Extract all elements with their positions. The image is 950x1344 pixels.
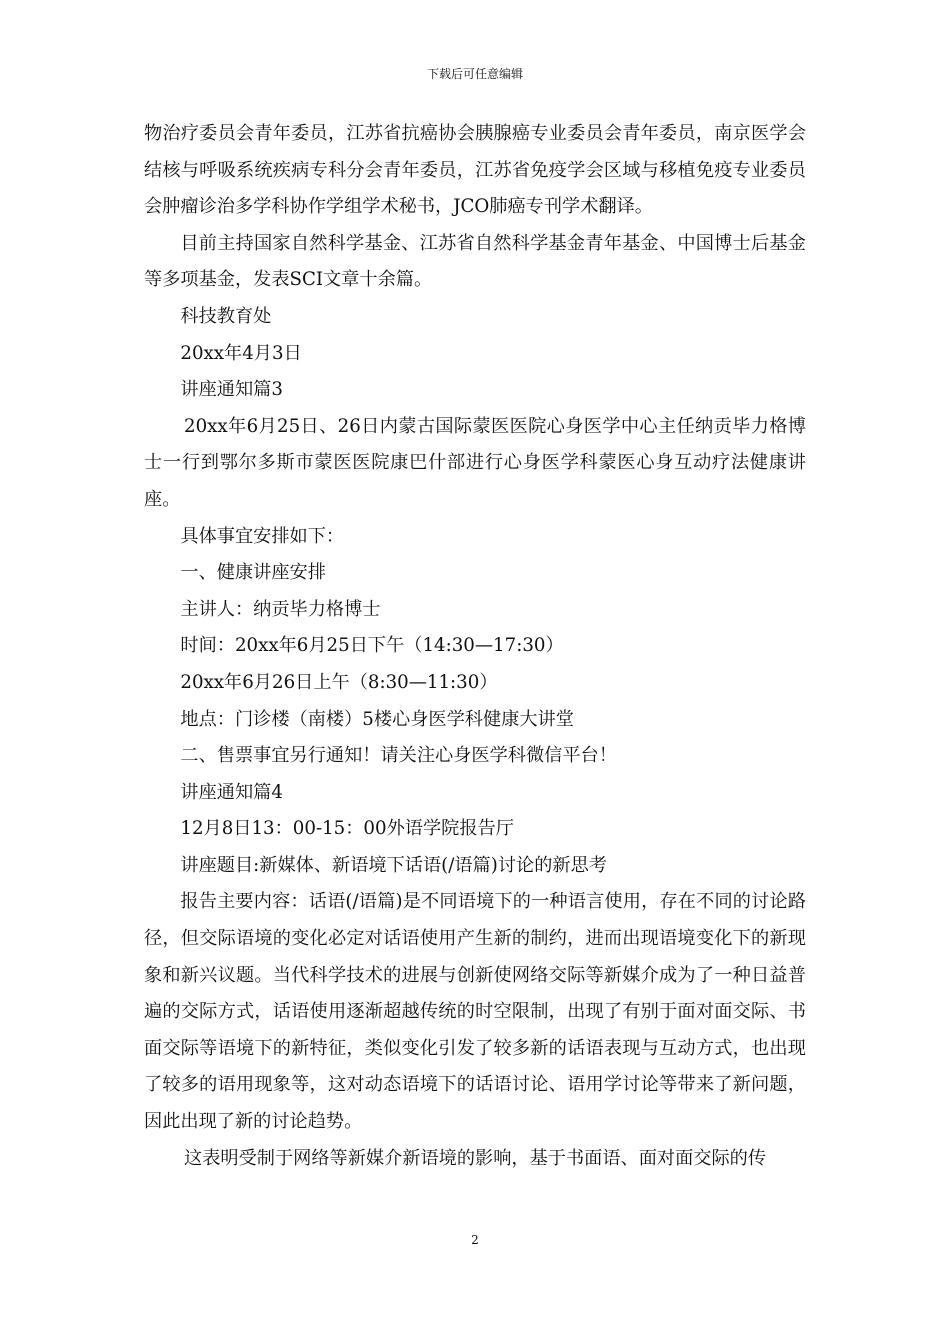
list-item: 一、健康讲座安排: [180, 562, 326, 584]
list-item: 二、售票事宜另行通知！请关注心身医学科微信平台！: [180, 745, 617, 767]
list-item: 地点：门诊楼（南楼）5楼心身医学科健康大讲堂: [180, 708, 574, 730]
section-heading: 讲座通知篇3: [180, 379, 283, 401]
document-body: [144, 116, 806, 1177]
page-number: 2: [471, 1233, 479, 1247]
signature-department: 科技教育处: [180, 305, 272, 327]
paragraph: 物治疗委员会青年委员，江苏省抗癌协会胰腺癌专业委员会青年委员，南京医学会结核与呼吸系统疾病专科分会青年委员，江苏省免疫学会区域与移植免疫专业委员会肿瘤诊治多学科协作学组学术秘书，JCO肺癌专刊学术翻译。: [144, 123, 806, 218]
paragraph: 讲座题目:新媒体、新语境下话语(/语篇)讨论的新思考: [180, 854, 607, 876]
paragraph: 12月8日13：00-15：00外语学院报告厅: [180, 818, 514, 840]
paragraph: 目前主持国家自然科学基金、江苏省自然科学基金青年基金、中国博士后基金等多项基金，发表SCI文章十余篇。: [144, 232, 806, 291]
list-item: 20xx年6月26日上午（8:30—11:30）: [180, 671, 498, 693]
page-header: 下载后可任意编辑: [426, 67, 523, 81]
paragraph: 报告主要内容：话语(/语篇)是不同语境下的一种语言使用，存在不同的讨论路径，但交际语境的变化必定对话语使用产生新的制约，进而出现语境变化下的新现象和新兴议题。当代科学技术的进展与创新使网络交际等新媒介成为了一种日益普遍的交际方式，话语使用逐渐超越传统的时空限制，出现了有别于面对面交际、书面交际等语境下的新特征，类似变化引发了较多新的话语表现与互动方式，也出现了较多的语用现象等，这对动态语境下的话语讨论、语用学讨论等带来了新问题，因此出现了新的讨论趋势。: [144, 891, 806, 1133]
section-heading: 讲座通知篇4: [180, 781, 283, 803]
signature-date: 20xx年4月3日: [180, 342, 302, 364]
paragraph: 这表明受制于网络等新媒介新语境的影响，基于书面语、面对面交际的传: [184, 1147, 767, 1169]
list-item: 时间：20xx年6月25日下午（14:30—17:30）: [180, 635, 564, 657]
paragraph: 具体事宜安排如下：: [180, 525, 345, 547]
paragraph: 20xx年6月25日、26日内蒙古国际蒙医医院心身医学中心主任纳贡毕力格博士一行到鄂尔多斯市蒙医医院康巴什部进行心身医学科蒙医心身互动疗法健康讲座。: [144, 415, 806, 510]
list-item: 主讲人：纳贡毕力格博士: [180, 598, 381, 620]
